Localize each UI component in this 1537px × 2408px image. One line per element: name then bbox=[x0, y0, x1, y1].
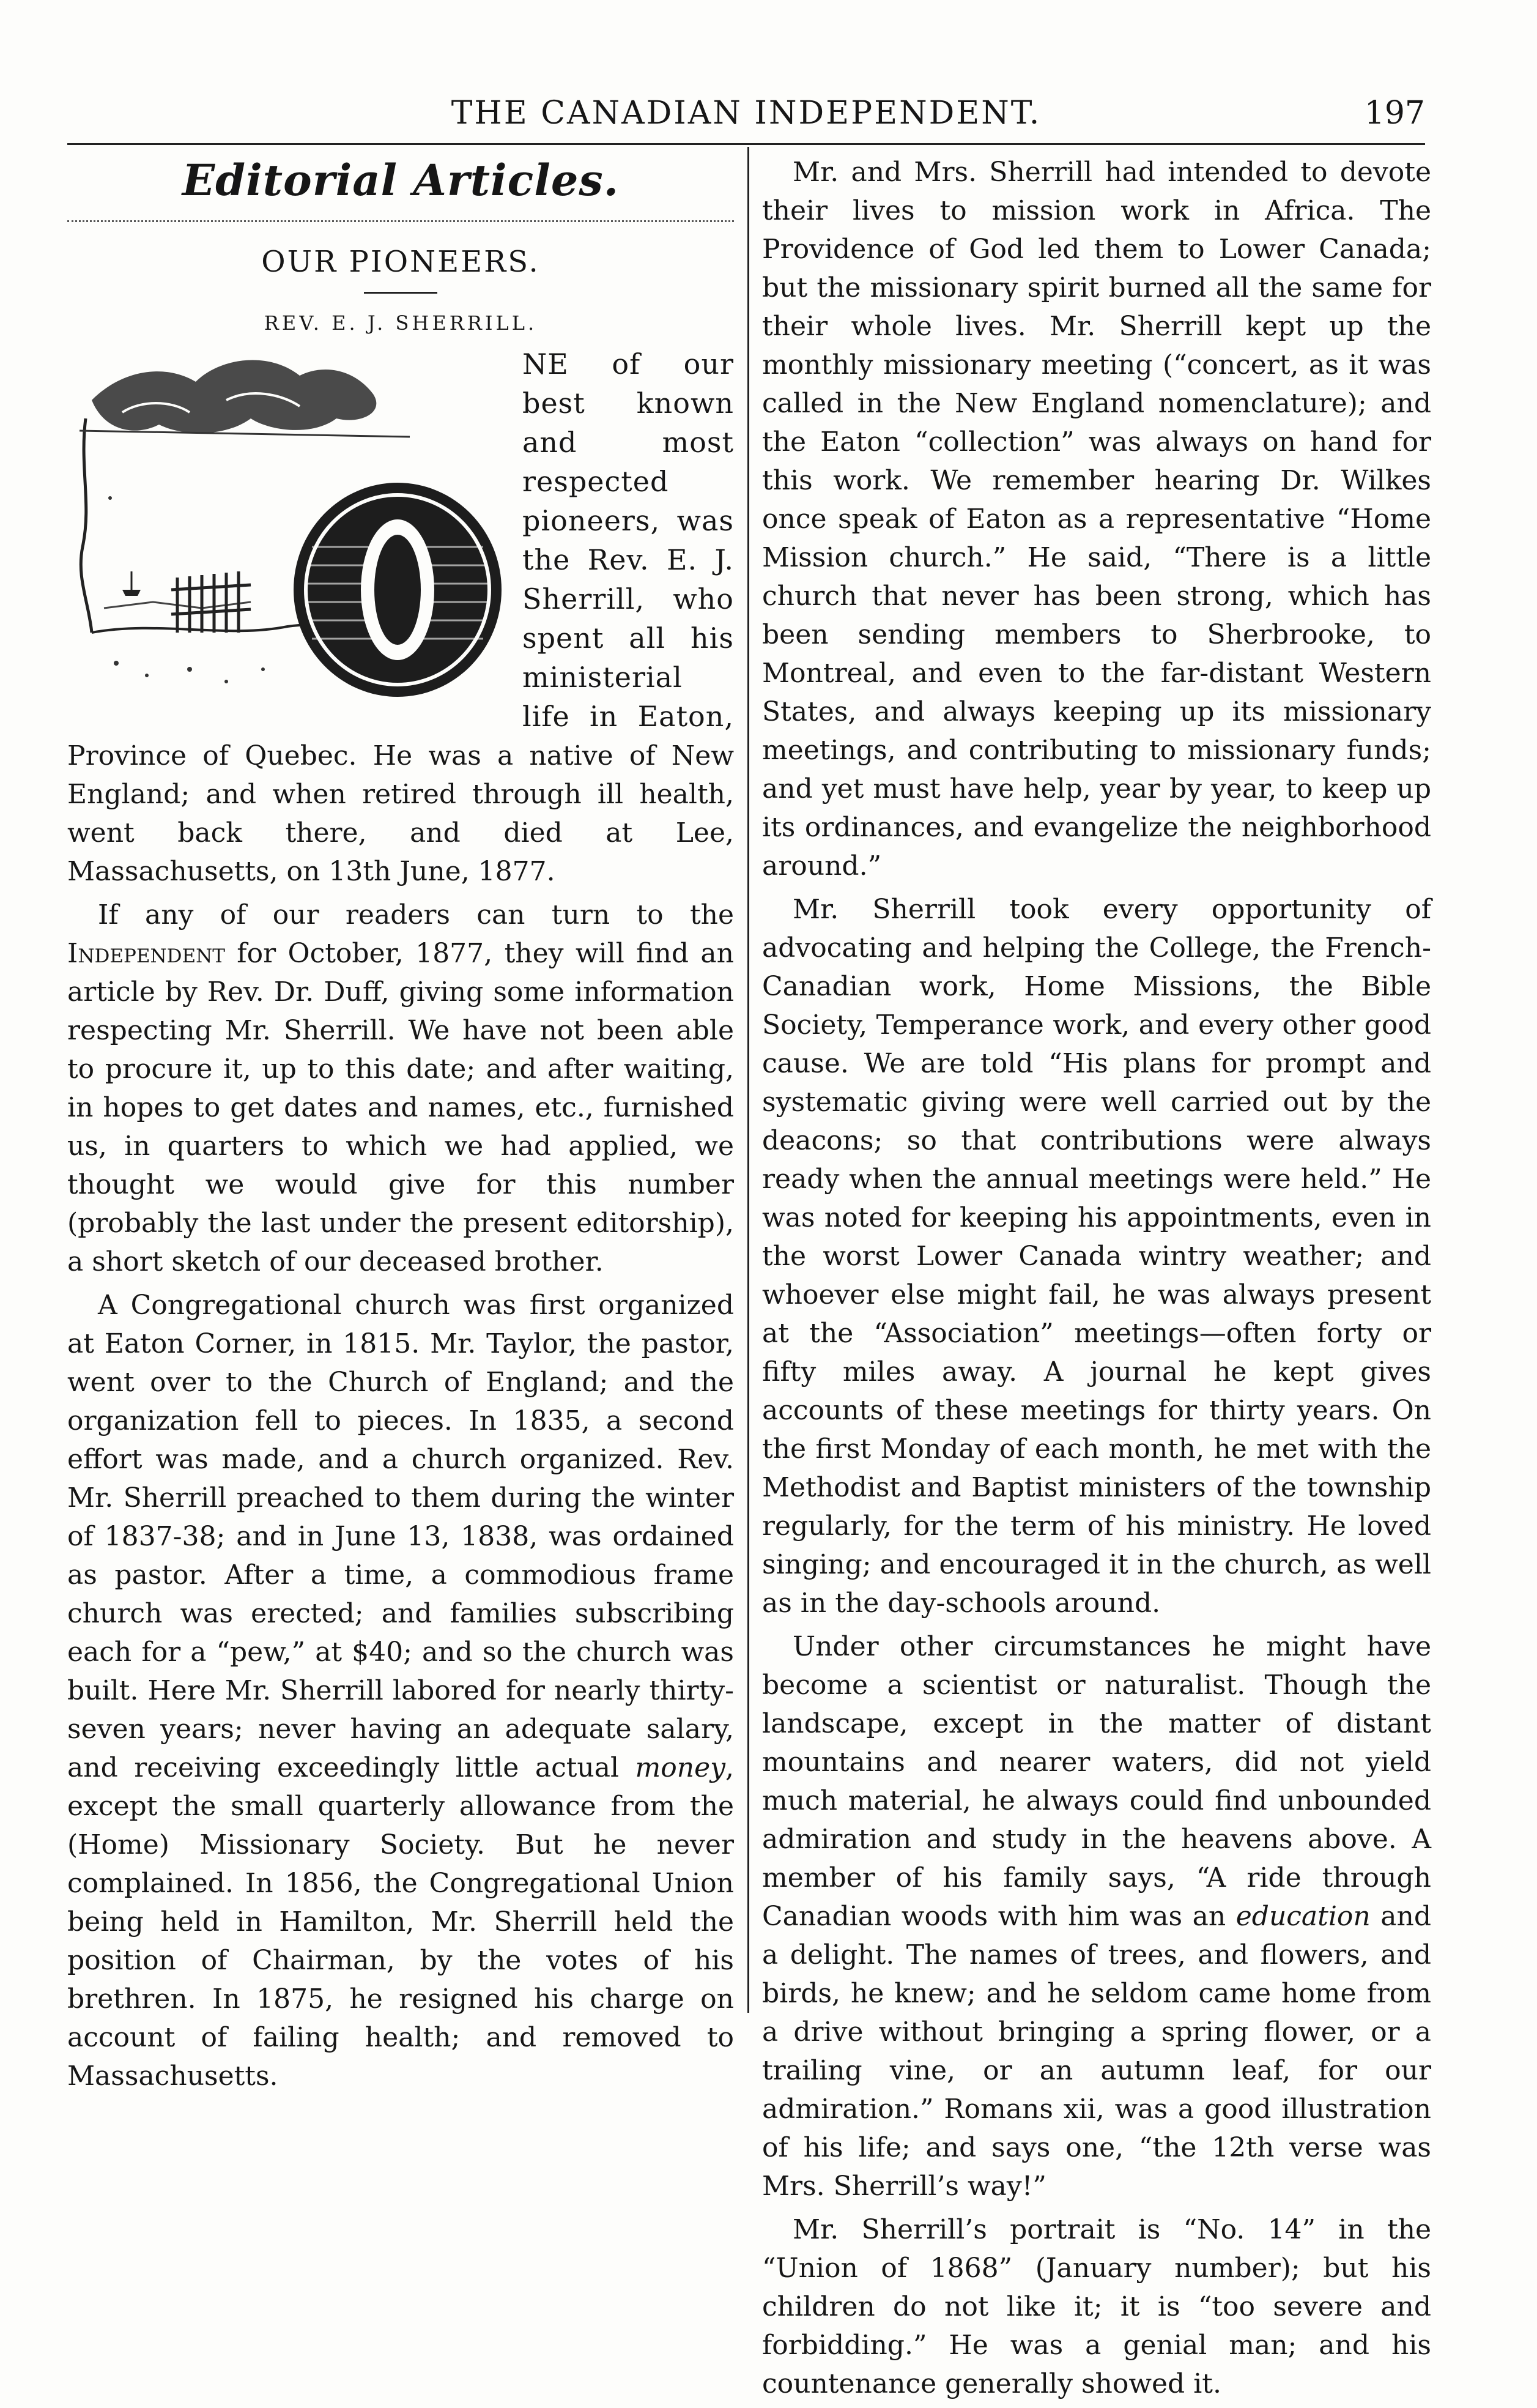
emphasis-text: education bbox=[1235, 1901, 1371, 1932]
illustrated-dropcap bbox=[67, 345, 508, 700]
article-paragraph: Mr. and Mrs. Sherrill had intended to devote their lives to mission work in Africa. The Providence of God led them to Lower Canada; but the missionary spirit burned all the same for their whole lives. Mr. Sherrill kept up the monthly missionary meeting (“concert, as it was called in the New England nomenclature); and the Eaton “collection” was always on hand for this work. We remember hearing Dr. Wilkes once speak of Eaton as a representative “Home Mission church.” He said, “There is a little church that never has been strong, which has been sending members to Sherbrooke, to Montreal, and even to the far-distant Western States, and always keeping up its missionary meetings, and contributing to missionary funds; and yet must have help, year by year, to keep up its ordinances, and evangelize the neighborhood around.” bbox=[762, 157, 1431, 882]
article-paragraph bbox=[67, 896, 734, 1281]
paragraph-text: Under other circumstances he might have become a scientist or naturalist. Though the landscape, except in the matter of distant mountains and nearer waters, did not yield much material, he always could find unbounded admiration and study in the heavens above. A member of his family says, “A ride through Canadian woods with him was an bbox=[762, 1631, 1431, 1932]
article-paragraph bbox=[762, 1627, 1431, 2205]
paragraph-text: and a delight. The names of trees, and flowers, and birds, he knew; and he seldom came home from a drive without bringing a spring flower, or a trailing vine, or an autumn leaf, for our admiration.” Romans xii, was a good illustration of his life; and says one, “the 12th verse was Mrs. Sherrill’s way!” bbox=[762, 1901, 1431, 2202]
publication-name: Independent bbox=[67, 938, 225, 969]
section-heading: Editorial Articles. bbox=[182, 155, 620, 206]
emphasis-text: money bbox=[635, 1752, 725, 1783]
paragraph-text: If any of our readers can turn to the bbox=[98, 899, 734, 931]
article-paragraph bbox=[67, 1286, 734, 2095]
article-byline: REV. E. J. SHERRILL. bbox=[264, 311, 538, 335]
running-title: THE CANADIAN INDEPENDENT. bbox=[451, 95, 1042, 132]
paragraph-text: , except the small quarterly allowance from the (Home) Missionary Society. But he never complained. In 1856, the Congregational Union being held in Hamilton, Mr. Sherrill held the position of Chairman, by the votes of his brethren. In 1875, he resigned his charge on account of failing health; and removed to Massachusetts. bbox=[67, 1752, 734, 2092]
landscape-vignette-illustration bbox=[67, 345, 508, 700]
left-column bbox=[67, 153, 734, 2100]
paragraph-text: for October, 1877, they will find an article by Rev. Dr. Duff, giving some information respecting Mr. Sherrill. We have not been able to procure it, up to this date; and after waiting, in hopes to get dates and names, etc., furnished us, in quarters to which we had applied, we thought we would give for this number (probably the last under the present editorship), a short sketch of our deceased brother. bbox=[67, 938, 734, 1277]
paragraph-text: A Congregational church was first organized at Eaton Corner, in 1815. Mr. Taylor, the pastor, went over to the Church of England; and the organization fell to pieces. In 1835, a second effort was made, and a church organized. Rev. Mr. Sherrill preached to them during the winter of 1837-38; and in June 13, 1838, was ordained as pastor. After a time, a commodious frame church was erected; and families subscribing each for a “pew,” at $40; and so the church was built. Here Mr. Sherrill labored for nearly thirty-seven years; never having an adequate salary, and receiving exceedingly little actual bbox=[67, 1290, 734, 1783]
first-paragraph-rest: Province of Quebec. He was a native of New England; and when retired through ill health, went back there, and died at Lee, Massachusetts, on 13th June, 1877. bbox=[67, 740, 734, 887]
first-paragraph-lead: NE of our best known and most respected pioneers, was the Rev. E. J. Sherrill, who spent all his ministerial life in Eaton, bbox=[522, 347, 734, 733]
right-column bbox=[762, 153, 1431, 2408]
article-paragraph: Mr. Sherrill’s portrait is “No. 14” in the “Union of 1868” (January number); but his children do not like it; it is “too severe and forbidding.” He was a genial man; and his countenance generally showed it. bbox=[762, 2214, 1431, 2399]
column-rule bbox=[747, 147, 749, 2013]
short-divider bbox=[364, 292, 437, 294]
page-number: 197 bbox=[1364, 95, 1425, 132]
article-title: OUR PIONEERS. bbox=[261, 245, 540, 279]
running-header bbox=[67, 92, 1425, 145]
article-paragraph: Mr. Sherrill took every opportunity of advocating and helping the College, the French-Canadian work, Home Missions, the Bible Society, Temperance work, and every other good cause. We are told “His plans for prompt and systematic giving were well carried out by the deacons; so that contributions were always ready when the annual meetings were held.” He was noted for keeping his appointments, even in the worst Lower Canada wintry weather; and whoever else might fail, he was always present at the “Association” meetings—often forty or fifty miles away. A journal he kept gives accounts of these meetings for thirty years. On the first Monday of each month, he met with the Methodist and Baptist ministers of the township regularly, for the term of his ministry. He loved singing; and encouraged it in the church, as well as in the day-schools around. bbox=[762, 894, 1431, 1619]
dotted-divider bbox=[67, 220, 734, 222]
